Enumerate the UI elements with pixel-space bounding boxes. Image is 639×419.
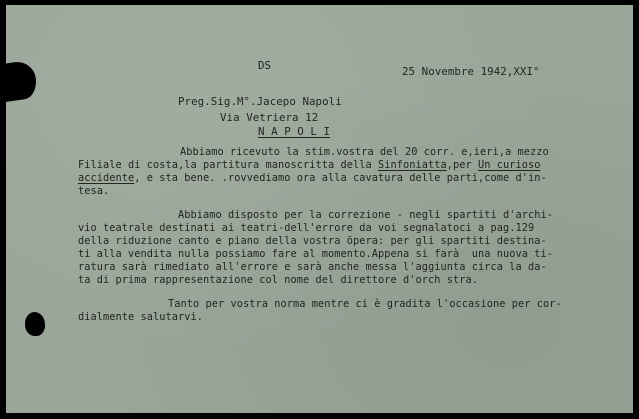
p1-line-3: accidente, e sta bene. .rovvediamo ora alla cavatura delle parti,come d'in-: [78, 172, 547, 184]
p1-line-4: tesa.: [78, 185, 110, 197]
recipient-city: N A P O L I: [258, 125, 331, 138]
punch-hole: [25, 312, 45, 336]
p3-line-1: Tanto per vostra norma mentre ci è gradita l'occasione per cor-: [168, 298, 562, 310]
recipient-street: Via Vetriera 12: [220, 111, 319, 124]
p3-line-2: dialmente salutarvi.: [78, 311, 203, 323]
p1-line-2: Filiale di costa,la partitura manoscritta della Sinfoniatta,per Un curioso: [78, 159, 541, 171]
letter-sheet: [6, 5, 633, 413]
recipient-name: Preg.Sig.M°.Jacepo Napoli: [178, 95, 342, 108]
letter-date: 25 Novembre 1942,XXI°: [402, 65, 540, 78]
p1-line-1: Abbiamo ricevuto la stim.vostra del 20 corr. e,ieri,a mezzo: [180, 146, 549, 158]
reference-code: DS: [258, 59, 272, 72]
p2-line-4: ti alla vendita nulla possiamo fare al momento.Appena si farà una nuova ti-: [78, 248, 553, 260]
p2-line-3: della riduzione canto e piano della vostra öpera: per gli spartiti destina-: [78, 235, 547, 247]
p2-line-5: ratura sarà rimediato all'errore e sarà anche messa l'aggiunta circa la da-: [78, 261, 547, 273]
p2-line-1: Abbiamo disposto per la correzione - negli spartiti d'archi-: [178, 209, 553, 221]
p2-line-2: vio teatrale destinati ai teatri-dell'errore da voi segnalatoci a pag.129: [78, 222, 535, 234]
p2-line-6: ta di prima rappresentazione col nome del direttore d'orch stra.: [78, 274, 478, 286]
